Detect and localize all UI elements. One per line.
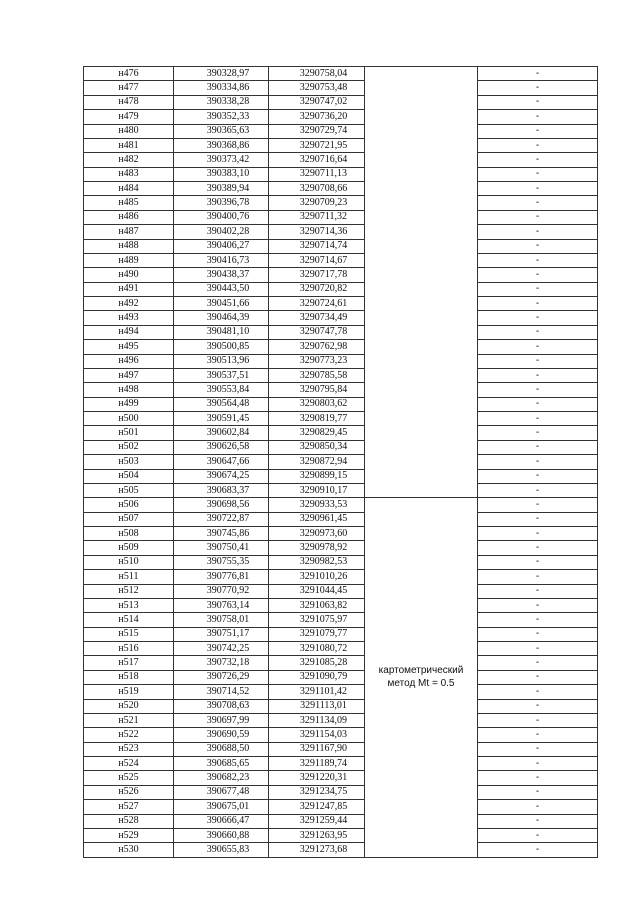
note-cell: - (478, 81, 598, 95)
y-coordinate-cell: 3291063,82 (269, 598, 365, 612)
table-row (84, 728, 598, 742)
point-id-cell: н511 (84, 570, 174, 584)
table-row (84, 397, 598, 411)
note-cell: - (478, 613, 598, 627)
table-row (84, 182, 598, 196)
x-coordinate-cell: 390685,65 (174, 757, 269, 771)
note-cell: - (478, 785, 598, 799)
y-coordinate-cell: 3290714,74 (269, 239, 365, 253)
x-coordinate-cell: 390553,84 (174, 383, 269, 397)
table-row (84, 325, 598, 339)
table-row (84, 656, 598, 670)
point-id-cell: н498 (84, 383, 174, 397)
y-coordinate-cell: 3290819,77 (269, 412, 365, 426)
point-id-cell: н477 (84, 81, 174, 95)
point-id-cell: н491 (84, 282, 174, 296)
note-cell: - (478, 800, 598, 814)
y-coordinate-cell: 3290711,13 (269, 167, 365, 181)
point-id-cell: н500 (84, 412, 174, 426)
point-id-cell: н499 (84, 397, 174, 411)
table-row (84, 469, 598, 483)
point-id-cell: н516 (84, 642, 174, 656)
note-cell: - (478, 325, 598, 339)
y-coordinate-cell: 3290709,23 (269, 196, 365, 210)
y-coordinate-cell: 3290717,78 (269, 268, 365, 282)
point-id-cell: н489 (84, 253, 174, 267)
note-cell: - (478, 584, 598, 598)
point-id-cell: н502 (84, 440, 174, 454)
y-coordinate-cell: 3291167,90 (269, 742, 365, 756)
point-id-cell: н503 (84, 455, 174, 469)
point-id-cell: н479 (84, 110, 174, 124)
y-coordinate-cell: 3290933,53 (269, 498, 365, 512)
table-row (84, 742, 598, 756)
x-coordinate-cell: 390513,96 (174, 354, 269, 368)
y-coordinate-cell: 3291134,09 (269, 713, 365, 727)
y-coordinate-cell: 3291259,44 (269, 814, 365, 828)
point-id-cell: н528 (84, 814, 174, 828)
method-empty-cell (365, 67, 478, 498)
y-coordinate-cell: 3290978,92 (269, 541, 365, 555)
table-row (84, 642, 598, 656)
x-coordinate-cell: 390365,63 (174, 124, 269, 138)
x-coordinate-cell: 390400,76 (174, 210, 269, 224)
x-coordinate-cell: 390443,50 (174, 282, 269, 296)
table-row (84, 670, 598, 684)
table-row (84, 771, 598, 785)
point-id-cell: н495 (84, 340, 174, 354)
y-coordinate-cell: 3290714,36 (269, 225, 365, 239)
note-cell: - (478, 354, 598, 368)
coordinates-table (83, 66, 598, 858)
point-id-cell: н509 (84, 541, 174, 555)
x-coordinate-cell: 390732,18 (174, 656, 269, 670)
point-id-cell: н505 (84, 483, 174, 497)
point-id-cell: н508 (84, 527, 174, 541)
table-row (84, 225, 598, 239)
table-row (84, 627, 598, 641)
table-row (84, 297, 598, 311)
table-row (84, 239, 598, 253)
y-coordinate-cell: 3291189,74 (269, 757, 365, 771)
y-coordinate-cell: 3290795,84 (269, 383, 365, 397)
note-cell: - (478, 340, 598, 354)
y-coordinate-cell: 3291010,26 (269, 570, 365, 584)
point-id-cell: н497 (84, 368, 174, 382)
x-coordinate-cell: 390776,81 (174, 570, 269, 584)
point-id-cell: н524 (84, 757, 174, 771)
x-coordinate-cell: 390750,41 (174, 541, 269, 555)
y-coordinate-cell: 3290721,95 (269, 138, 365, 152)
y-coordinate-cell: 3290803,62 (269, 397, 365, 411)
y-coordinate-cell: 3290736,20 (269, 110, 365, 124)
note-cell: - (478, 555, 598, 569)
x-coordinate-cell: 390451,66 (174, 297, 269, 311)
point-id-cell: н530 (84, 843, 174, 857)
note-cell: - (478, 297, 598, 311)
table-row (84, 814, 598, 828)
x-coordinate-cell: 390751,17 (174, 627, 269, 641)
x-coordinate-cell: 390697,99 (174, 713, 269, 727)
note-cell: - (478, 728, 598, 742)
note-cell: - (478, 282, 598, 296)
table-row (84, 95, 598, 109)
x-coordinate-cell: 390708,63 (174, 699, 269, 713)
x-coordinate-cell: 390682,23 (174, 771, 269, 785)
y-coordinate-cell: 3291090,79 (269, 670, 365, 684)
x-coordinate-cell: 390464,39 (174, 311, 269, 325)
table-row (84, 354, 598, 368)
table-row (84, 512, 598, 526)
note-cell: - (478, 210, 598, 224)
point-id-cell: н483 (84, 167, 174, 181)
y-coordinate-cell: 3290711,32 (269, 210, 365, 224)
note-cell: - (478, 67, 598, 81)
x-coordinate-cell: 390677,48 (174, 785, 269, 799)
table-row (84, 282, 598, 296)
note-cell: - (478, 512, 598, 526)
x-coordinate-cell: 390328,97 (174, 67, 269, 81)
y-coordinate-cell: 3291234,75 (269, 785, 365, 799)
y-coordinate-cell: 3290899,15 (269, 469, 365, 483)
table-row (84, 757, 598, 771)
note-cell: - (478, 469, 598, 483)
table-row (84, 598, 598, 612)
table-row (84, 426, 598, 440)
note-cell: - (478, 742, 598, 756)
table-row (84, 311, 598, 325)
point-id-cell: н486 (84, 210, 174, 224)
y-coordinate-cell: 3290720,82 (269, 282, 365, 296)
note-cell: - (478, 124, 598, 138)
y-coordinate-cell: 3290785,58 (269, 368, 365, 382)
table-row (84, 340, 598, 354)
table-row (84, 253, 598, 267)
point-id-cell: н504 (84, 469, 174, 483)
note-cell: - (478, 153, 598, 167)
x-coordinate-cell: 390338,28 (174, 95, 269, 109)
table-row (84, 124, 598, 138)
y-coordinate-cell: 3291085,28 (269, 656, 365, 670)
y-coordinate-cell: 3291101,42 (269, 685, 365, 699)
table-row (84, 483, 598, 497)
point-id-cell: н494 (84, 325, 174, 339)
note-cell: - (478, 843, 598, 857)
x-coordinate-cell: 390763,14 (174, 598, 269, 612)
note-cell: - (478, 455, 598, 469)
x-coordinate-cell: 390373,42 (174, 153, 269, 167)
note-cell: - (478, 397, 598, 411)
note-cell: - (478, 368, 598, 382)
x-coordinate-cell: 390675,01 (174, 800, 269, 814)
x-coordinate-cell: 390352,33 (174, 110, 269, 124)
note-cell: - (478, 196, 598, 210)
point-id-cell: н514 (84, 613, 174, 627)
table-row (84, 541, 598, 555)
table-row (84, 800, 598, 814)
table-row (84, 527, 598, 541)
x-coordinate-cell: 390698,56 (174, 498, 269, 512)
table-row (84, 196, 598, 210)
y-coordinate-cell: 3290714,67 (269, 253, 365, 267)
x-coordinate-cell: 390406,27 (174, 239, 269, 253)
x-coordinate-cell: 390660,88 (174, 828, 269, 842)
x-coordinate-cell: 390726,29 (174, 670, 269, 684)
point-id-cell: н515 (84, 627, 174, 641)
y-coordinate-cell: 3291113,01 (269, 699, 365, 713)
point-id-cell: н492 (84, 297, 174, 311)
x-coordinate-cell: 390647,66 (174, 455, 269, 469)
point-id-cell: н482 (84, 153, 174, 167)
note-cell: - (478, 110, 598, 124)
point-id-cell: н513 (84, 598, 174, 612)
point-id-cell: н490 (84, 268, 174, 282)
x-coordinate-cell: 390666,47 (174, 814, 269, 828)
note-cell: - (478, 95, 598, 109)
table-row (84, 555, 598, 569)
x-coordinate-cell: 390500,85 (174, 340, 269, 354)
point-id-cell: н487 (84, 225, 174, 239)
table-row (84, 81, 598, 95)
y-coordinate-cell: 3290747,02 (269, 95, 365, 109)
y-coordinate-cell: 3290716,64 (269, 153, 365, 167)
note-cell: - (478, 311, 598, 325)
point-id-cell: н525 (84, 771, 174, 785)
table-row (84, 455, 598, 469)
y-coordinate-cell: 3291220,31 (269, 771, 365, 785)
x-coordinate-cell: 390688,50 (174, 742, 269, 756)
note-cell: - (478, 771, 598, 785)
y-coordinate-cell: 3290708,66 (269, 182, 365, 196)
x-coordinate-cell: 390755,35 (174, 555, 269, 569)
point-id-cell: н478 (84, 95, 174, 109)
table-row (84, 138, 598, 152)
note-cell: - (478, 627, 598, 641)
x-coordinate-cell: 390396,78 (174, 196, 269, 210)
x-coordinate-cell: 390770,92 (174, 584, 269, 598)
note-cell: - (478, 167, 598, 181)
point-id-cell: н521 (84, 713, 174, 727)
y-coordinate-cell: 3291273,68 (269, 843, 365, 857)
table-row (84, 699, 598, 713)
y-coordinate-cell: 3290753,48 (269, 81, 365, 95)
y-coordinate-cell: 3290747,78 (269, 325, 365, 339)
x-coordinate-cell: 390368,86 (174, 138, 269, 152)
y-coordinate-cell: 3290872,94 (269, 455, 365, 469)
table-row (84, 167, 598, 181)
note-cell: - (478, 498, 598, 512)
point-id-cell: н523 (84, 742, 174, 756)
note-cell: - (478, 483, 598, 497)
y-coordinate-cell: 3291079,77 (269, 627, 365, 641)
coordinates-table-body (84, 67, 598, 858)
x-coordinate-cell: 390742,25 (174, 642, 269, 656)
note-cell: - (478, 225, 598, 239)
y-coordinate-cell: 3290734,49 (269, 311, 365, 325)
point-id-cell: н493 (84, 311, 174, 325)
table-row (84, 785, 598, 799)
table-row (84, 368, 598, 382)
y-coordinate-cell: 3291247,85 (269, 800, 365, 814)
note-cell: - (478, 426, 598, 440)
table-row (84, 412, 598, 426)
x-coordinate-cell: 390438,37 (174, 268, 269, 282)
x-coordinate-cell: 390714,52 (174, 685, 269, 699)
point-id-cell: н518 (84, 670, 174, 684)
table-row (84, 110, 598, 124)
point-id-cell: н488 (84, 239, 174, 253)
point-id-cell: н522 (84, 728, 174, 742)
x-coordinate-cell: 390745,86 (174, 527, 269, 541)
note-cell: - (478, 182, 598, 196)
note-cell: - (478, 383, 598, 397)
point-id-cell: н507 (84, 512, 174, 526)
note-cell: - (478, 642, 598, 656)
point-id-cell: н517 (84, 656, 174, 670)
note-cell: - (478, 268, 598, 282)
y-coordinate-cell: 3290773,23 (269, 354, 365, 368)
x-coordinate-cell: 390674,25 (174, 469, 269, 483)
note-cell: - (478, 253, 598, 267)
point-id-cell: н510 (84, 555, 174, 569)
x-coordinate-cell: 390334,86 (174, 81, 269, 95)
y-coordinate-cell: 3290762,98 (269, 340, 365, 354)
point-id-cell: н496 (84, 354, 174, 368)
x-coordinate-cell: 390416,73 (174, 253, 269, 267)
y-coordinate-cell: 3291263,95 (269, 828, 365, 842)
y-coordinate-cell: 3290961,45 (269, 512, 365, 526)
note-cell: - (478, 138, 598, 152)
table-row (84, 268, 598, 282)
y-coordinate-cell: 3290982,53 (269, 555, 365, 569)
table-row (84, 383, 598, 397)
point-id-cell: н520 (84, 699, 174, 713)
point-id-cell: н527 (84, 800, 174, 814)
note-cell: - (478, 527, 598, 541)
point-id-cell: н512 (84, 584, 174, 598)
x-coordinate-cell: 390402,28 (174, 225, 269, 239)
table-row (84, 828, 598, 842)
y-coordinate-cell: 3290829,45 (269, 426, 365, 440)
note-cell: - (478, 412, 598, 426)
point-id-cell: н529 (84, 828, 174, 842)
note-cell: - (478, 757, 598, 771)
point-id-cell: н484 (84, 182, 174, 196)
y-coordinate-cell: 3290850,34 (269, 440, 365, 454)
y-coordinate-cell: 3291080,72 (269, 642, 365, 656)
x-coordinate-cell: 390690,59 (174, 728, 269, 742)
note-cell: - (478, 713, 598, 727)
note-cell: - (478, 440, 598, 454)
table-row (84, 685, 598, 699)
note-cell: - (478, 828, 598, 842)
point-id-cell: н501 (84, 426, 174, 440)
x-coordinate-cell: 390537,51 (174, 368, 269, 382)
y-coordinate-cell: 3291044,45 (269, 584, 365, 598)
y-coordinate-cell: 3291154,03 (269, 728, 365, 742)
note-cell: - (478, 239, 598, 253)
x-coordinate-cell: 390383,10 (174, 167, 269, 181)
table-row (84, 843, 598, 857)
x-coordinate-cell: 390683,37 (174, 483, 269, 497)
y-coordinate-cell: 3291075,97 (269, 613, 365, 627)
x-coordinate-cell: 390389,94 (174, 182, 269, 196)
point-id-cell: н481 (84, 138, 174, 152)
table-row (84, 570, 598, 584)
x-coordinate-cell: 390722,87 (174, 512, 269, 526)
y-coordinate-cell: 3290758,04 (269, 67, 365, 81)
point-id-cell: н526 (84, 785, 174, 799)
table-row (84, 67, 598, 81)
x-coordinate-cell: 390602,84 (174, 426, 269, 440)
table-row (84, 584, 598, 598)
y-coordinate-cell: 3290973,60 (269, 527, 365, 541)
table-row (84, 713, 598, 727)
x-coordinate-cell: 390626,58 (174, 440, 269, 454)
x-coordinate-cell: 390758,01 (174, 613, 269, 627)
note-cell: - (478, 699, 598, 713)
x-coordinate-cell: 390591,45 (174, 412, 269, 426)
note-cell: - (478, 685, 598, 699)
point-id-cell: н485 (84, 196, 174, 210)
y-coordinate-cell: 3290729,74 (269, 124, 365, 138)
point-id-cell: н480 (84, 124, 174, 138)
note-cell: - (478, 541, 598, 555)
y-coordinate-cell: 3290724,61 (269, 297, 365, 311)
note-cell: - (478, 670, 598, 684)
method-cell: картометрический метод Mt = 0.5 (365, 498, 478, 857)
point-id-cell: н506 (84, 498, 174, 512)
x-coordinate-cell: 390655,83 (174, 843, 269, 857)
table-row (84, 210, 598, 224)
note-cell: - (478, 814, 598, 828)
table-row (84, 498, 598, 512)
table-row (84, 613, 598, 627)
note-cell: - (478, 598, 598, 612)
table-row (84, 153, 598, 167)
note-cell: - (478, 570, 598, 584)
x-coordinate-cell: 390564,48 (174, 397, 269, 411)
table-row (84, 440, 598, 454)
y-coordinate-cell: 3290910,17 (269, 483, 365, 497)
note-cell: - (478, 656, 598, 670)
point-id-cell: н476 (84, 67, 174, 81)
point-id-cell: н519 (84, 685, 174, 699)
x-coordinate-cell: 390481,10 (174, 325, 269, 339)
